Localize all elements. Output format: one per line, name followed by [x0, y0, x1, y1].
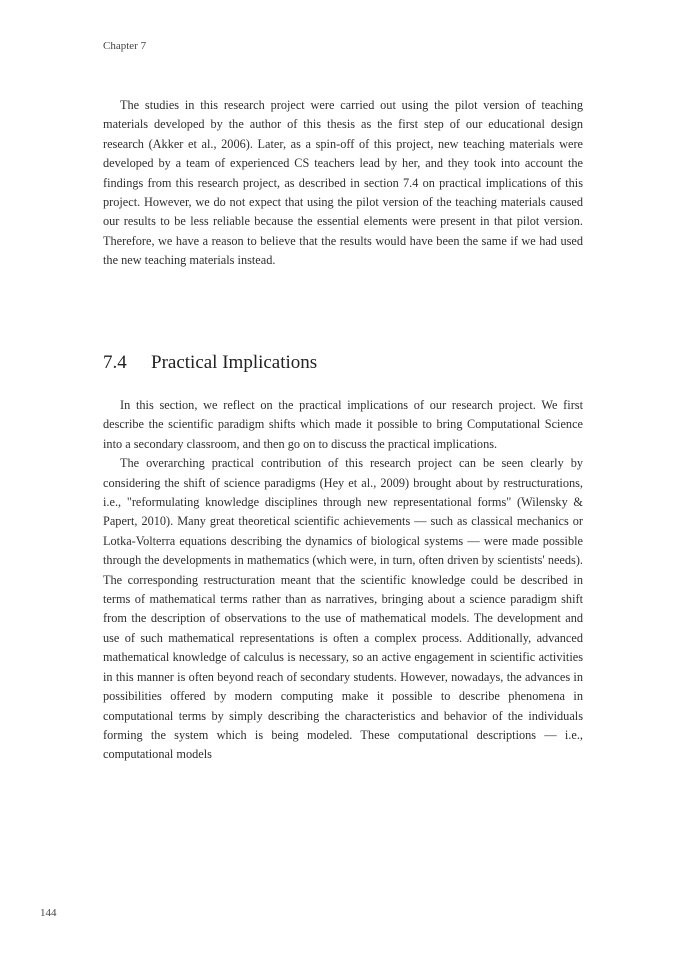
section-title: Practical Implications	[151, 352, 318, 373]
paragraph: The overarching practical contribution of this research project can be seen clearly by considering the shift of science paradigms (Hey et al., 2009) brought about by restructurations, i.e., "reformulating knowledge disciplines through new representational forms" (Wilensky & Papert, 2010). Many great theoretical scientific achievements — such as classical mechanics or Lotka-Volterra equations describing the dynamics of biological systems — were made possible through the developments in mathematics (which were, in turn, often driven by scientists' needs). The corresponding restructuration meant that the scientific knowledge could be described in terms of mathematical terms rather than as narratives, bringing about a science paradigm shift from the description of observations to the use of mathematical models. The development and use of such mathematical representations is often a complex process. Additionally, advanced mathematical knowledge of calculus is necessary, so an active engagement in scientific activities in this manner is often beyond reach of secondary students. However, nowadays, the advances in possibilities offered by modern computing make it possible to describe phenomena in computational terms by simply describing the characteristics and behavior of the individuals forming the system which is being modeled. These computational descriptions — i.e., computational models	[103, 456, 583, 762]
page-number: 144	[40, 907, 57, 919]
section-number: 7.4	[103, 352, 127, 373]
paragraph: The studies in this research project were carried out using the pilot version of teaching materials developed by the author of this thesis as the first step of our educational design research (Akker et al., 2006). Later, as a spin-off of this project, new teaching materials were developed by a team of experienced CS teachers lead by her, and they took into account the findings from this research project, as described in section 7.4 on practical implications of this project. However, we do not expect that using the pilot version of the teaching materials caused our results to be less reliable because the essential elements were present in that pilot version. Therefore, we have a reason to believe that the results would have been the same if we had used the new teaching materials instead.	[103, 98, 583, 268]
paragraph: In this section, we reflect on the practical implications of our research project. We first describe the scientific paradigm shifts which made it possible to bring Computational Science into a secondary classroom, and then go on to discuss the practical implications.	[103, 398, 583, 451]
running-head: Chapter 7	[103, 40, 147, 52]
body-text-section	[103, 396, 583, 765]
body-text-top	[103, 96, 583, 271]
section-heading	[103, 352, 317, 374]
